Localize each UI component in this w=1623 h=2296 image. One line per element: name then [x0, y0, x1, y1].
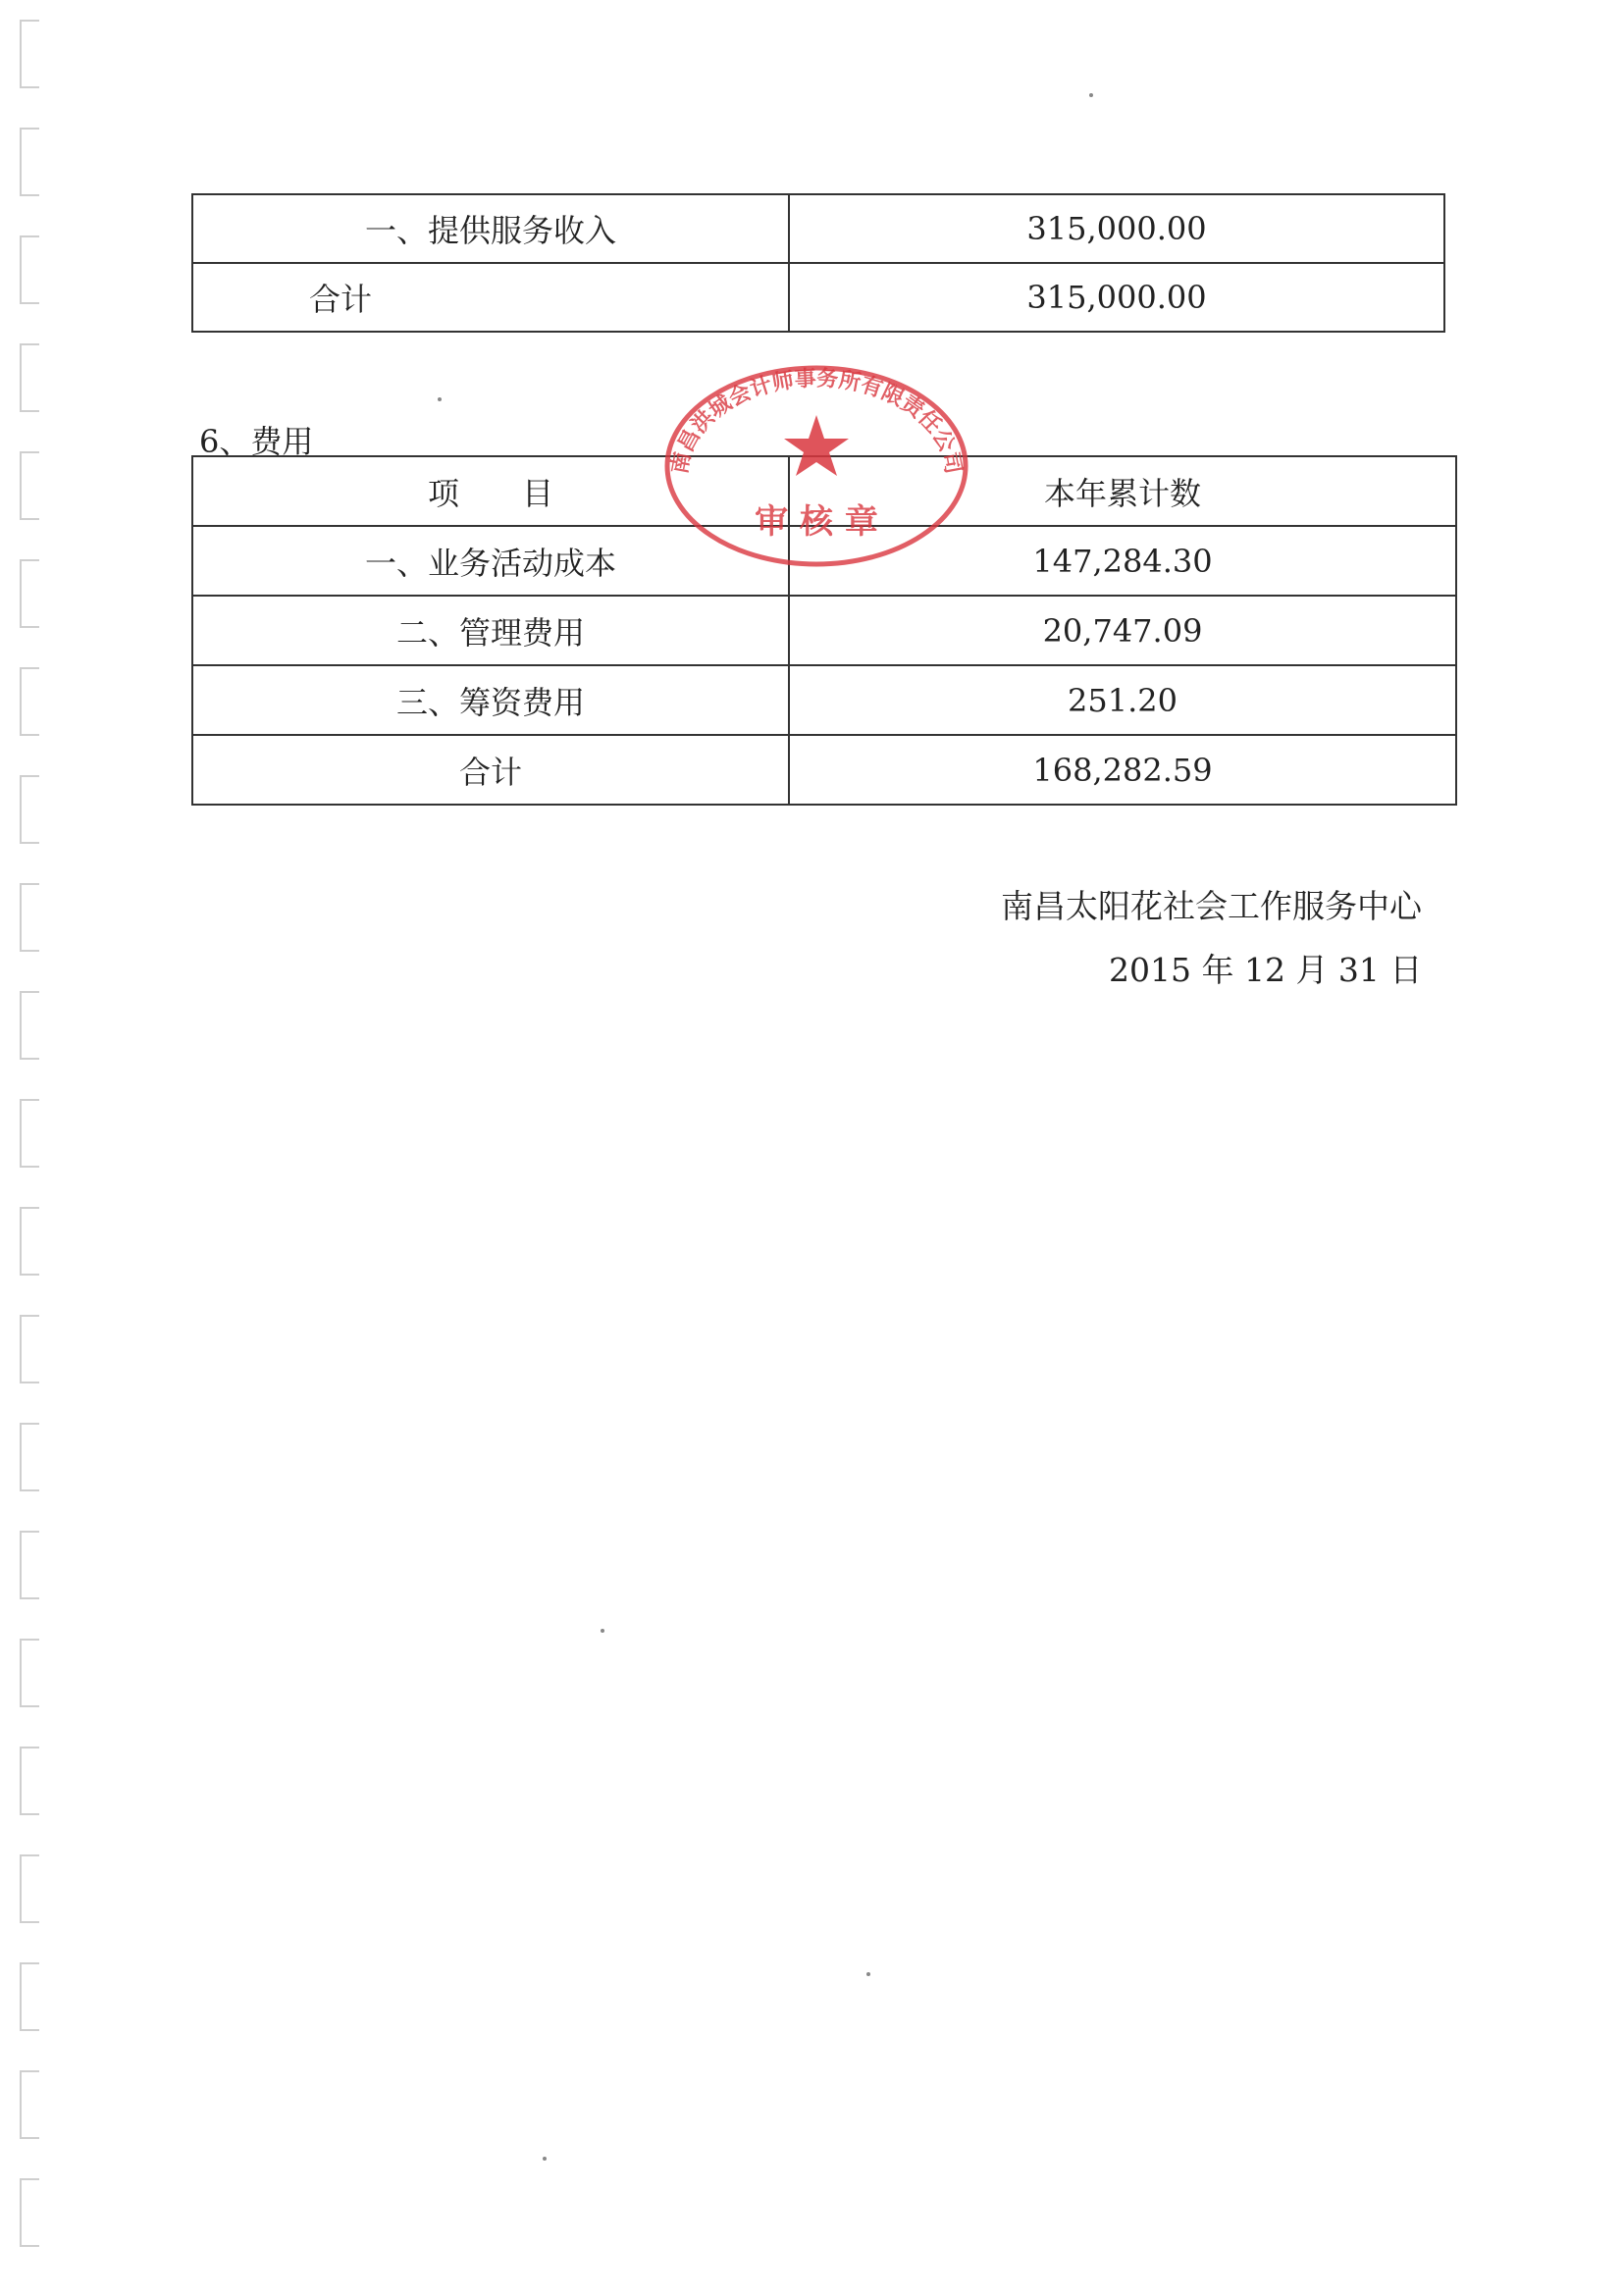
binding-hole: [20, 667, 39, 736]
binding-hole: [20, 1854, 39, 1923]
expense-item-label: 二、管理费用: [192, 596, 789, 665]
table-row: [192, 735, 1456, 805]
table-row: [192, 596, 1456, 665]
table-header-row: [192, 456, 1456, 526]
binding-hole: [20, 1531, 39, 1599]
expense-total-label: 合计: [192, 735, 789, 805]
income-total-label: 合计: [192, 263, 789, 332]
binding-hole: [20, 991, 39, 1060]
binding-hole: [20, 883, 39, 952]
binding-hole: [20, 2070, 39, 2139]
document-date: 2015 年 12 月 31 日: [1109, 951, 1423, 989]
binding-hole: [20, 2178, 39, 2247]
svg-text:南昌洪城会计师事务所有限责任公司: 南昌洪城会计师事务所有限责任公司: [667, 366, 966, 476]
binding-hole: [20, 20, 39, 88]
table-row: [192, 665, 1456, 735]
scan-speck: [438, 397, 442, 401]
scan-speck: [1089, 93, 1093, 97]
binding-hole: [20, 1315, 39, 1383]
expense-item-label: 三、筹资费用: [192, 665, 789, 735]
expense-item-value: 147,284.30: [789, 526, 1456, 596]
binding-hole: [20, 343, 39, 412]
table-row: [192, 526, 1456, 596]
svg-text:审 核 章: 审 核 章: [755, 502, 878, 542]
binding-hole: [20, 128, 39, 196]
table-row: [192, 194, 1444, 263]
expense-item-value: 20,747.09: [789, 596, 1456, 665]
income-item-label: 一、提供服务收入: [192, 194, 789, 263]
expense-total-value: 168,282.59: [789, 735, 1456, 805]
expense-item-value: 251.20: [789, 665, 1456, 735]
expense-table: [191, 455, 1457, 806]
expense-item-label: 一、业务活动成本: [192, 526, 789, 596]
scan-speck: [601, 1629, 604, 1633]
binding-hole: [20, 1423, 39, 1491]
column-header-item: 项 目: [192, 456, 789, 526]
binding-hole: [20, 1639, 39, 1707]
section-heading: 6、费用: [199, 423, 314, 460]
binding-hole: [20, 1207, 39, 1276]
income-item-value: 315,000.00: [789, 194, 1444, 263]
binding-hole: [20, 559, 39, 628]
binding-hole: [20, 1747, 39, 1815]
binding-hole: [20, 1962, 39, 2031]
scan-speck: [866, 1972, 870, 1976]
binding-hole: [20, 451, 39, 520]
column-header-value: 本年累计数: [789, 456, 1456, 526]
income-table: [191, 193, 1445, 333]
table-row: [192, 263, 1444, 332]
binding-holes: [20, 0, 49, 2296]
scan-speck: [543, 2157, 547, 2161]
binding-hole: [20, 235, 39, 304]
binding-hole: [20, 775, 39, 844]
organization-name: 南昌太阳花社会工作服务中心: [1001, 887, 1422, 925]
binding-hole: [20, 1099, 39, 1168]
income-total-value: 315,000.00: [789, 263, 1444, 332]
